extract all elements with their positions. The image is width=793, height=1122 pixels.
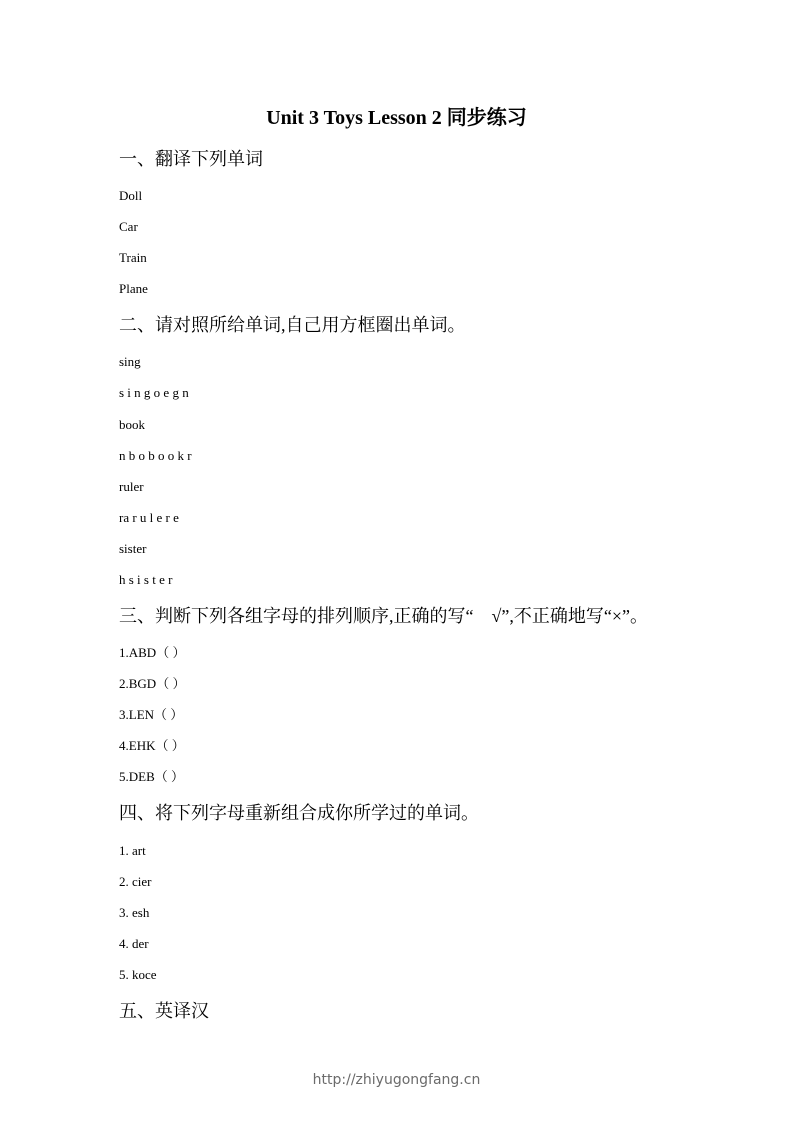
section-heading-3: 三、判断下列各组字母的排列顺序,正确的写“ √”,不正确地写“×”。 [119,606,648,626]
section-3-line: 1.ABD（ ） [119,645,186,660]
section-1-line: Train [119,250,147,265]
section-heading-1: 一、翻译下列单词 [119,149,263,169]
section-2-line: sing [119,354,141,369]
section-3-line: 2.BGD（ ） [119,676,186,691]
section-4-line: 5. koce [119,967,157,982]
section-heading-2: 二、请对照所给单词,自己用方框圈出单词。 [119,315,466,335]
section-2-line: sister [119,541,147,556]
section-2-line: ra r u l e r e [119,510,179,525]
section-1-line: Car [119,219,138,234]
section-1-line: Doll [119,188,143,203]
section-4-line: 3. esh [119,905,150,920]
section-2-line: h s i s t e r [119,572,173,587]
section-2-line: ruler [119,479,144,494]
section-3-line: 5.DEB（ ） [119,769,185,784]
section-3-line: 3.LEN（ ） [119,707,184,722]
section-4-line: 1. art [119,843,146,858]
footer-url: http://zhiyugongfang.cn [312,1072,481,1088]
section-heading-4: 四、将下列字母重新组合成你所学过的单词。 [119,803,479,823]
section-2-line: s i n g o e g n [119,385,189,400]
section-4-line: 2. cier [119,874,152,889]
page-title: Unit 3 Toys Lesson 2 同步练习 [266,107,527,129]
section-2-line: book [119,417,145,432]
section-3-line: 4.EHK（ ） [119,738,185,753]
section-4-line: 4. der [119,936,149,951]
section-heading-5: 五、英译汉 [119,1001,209,1021]
section-1-line: Plane [119,281,148,296]
section-2-line: n b o b o o k r [119,448,192,463]
